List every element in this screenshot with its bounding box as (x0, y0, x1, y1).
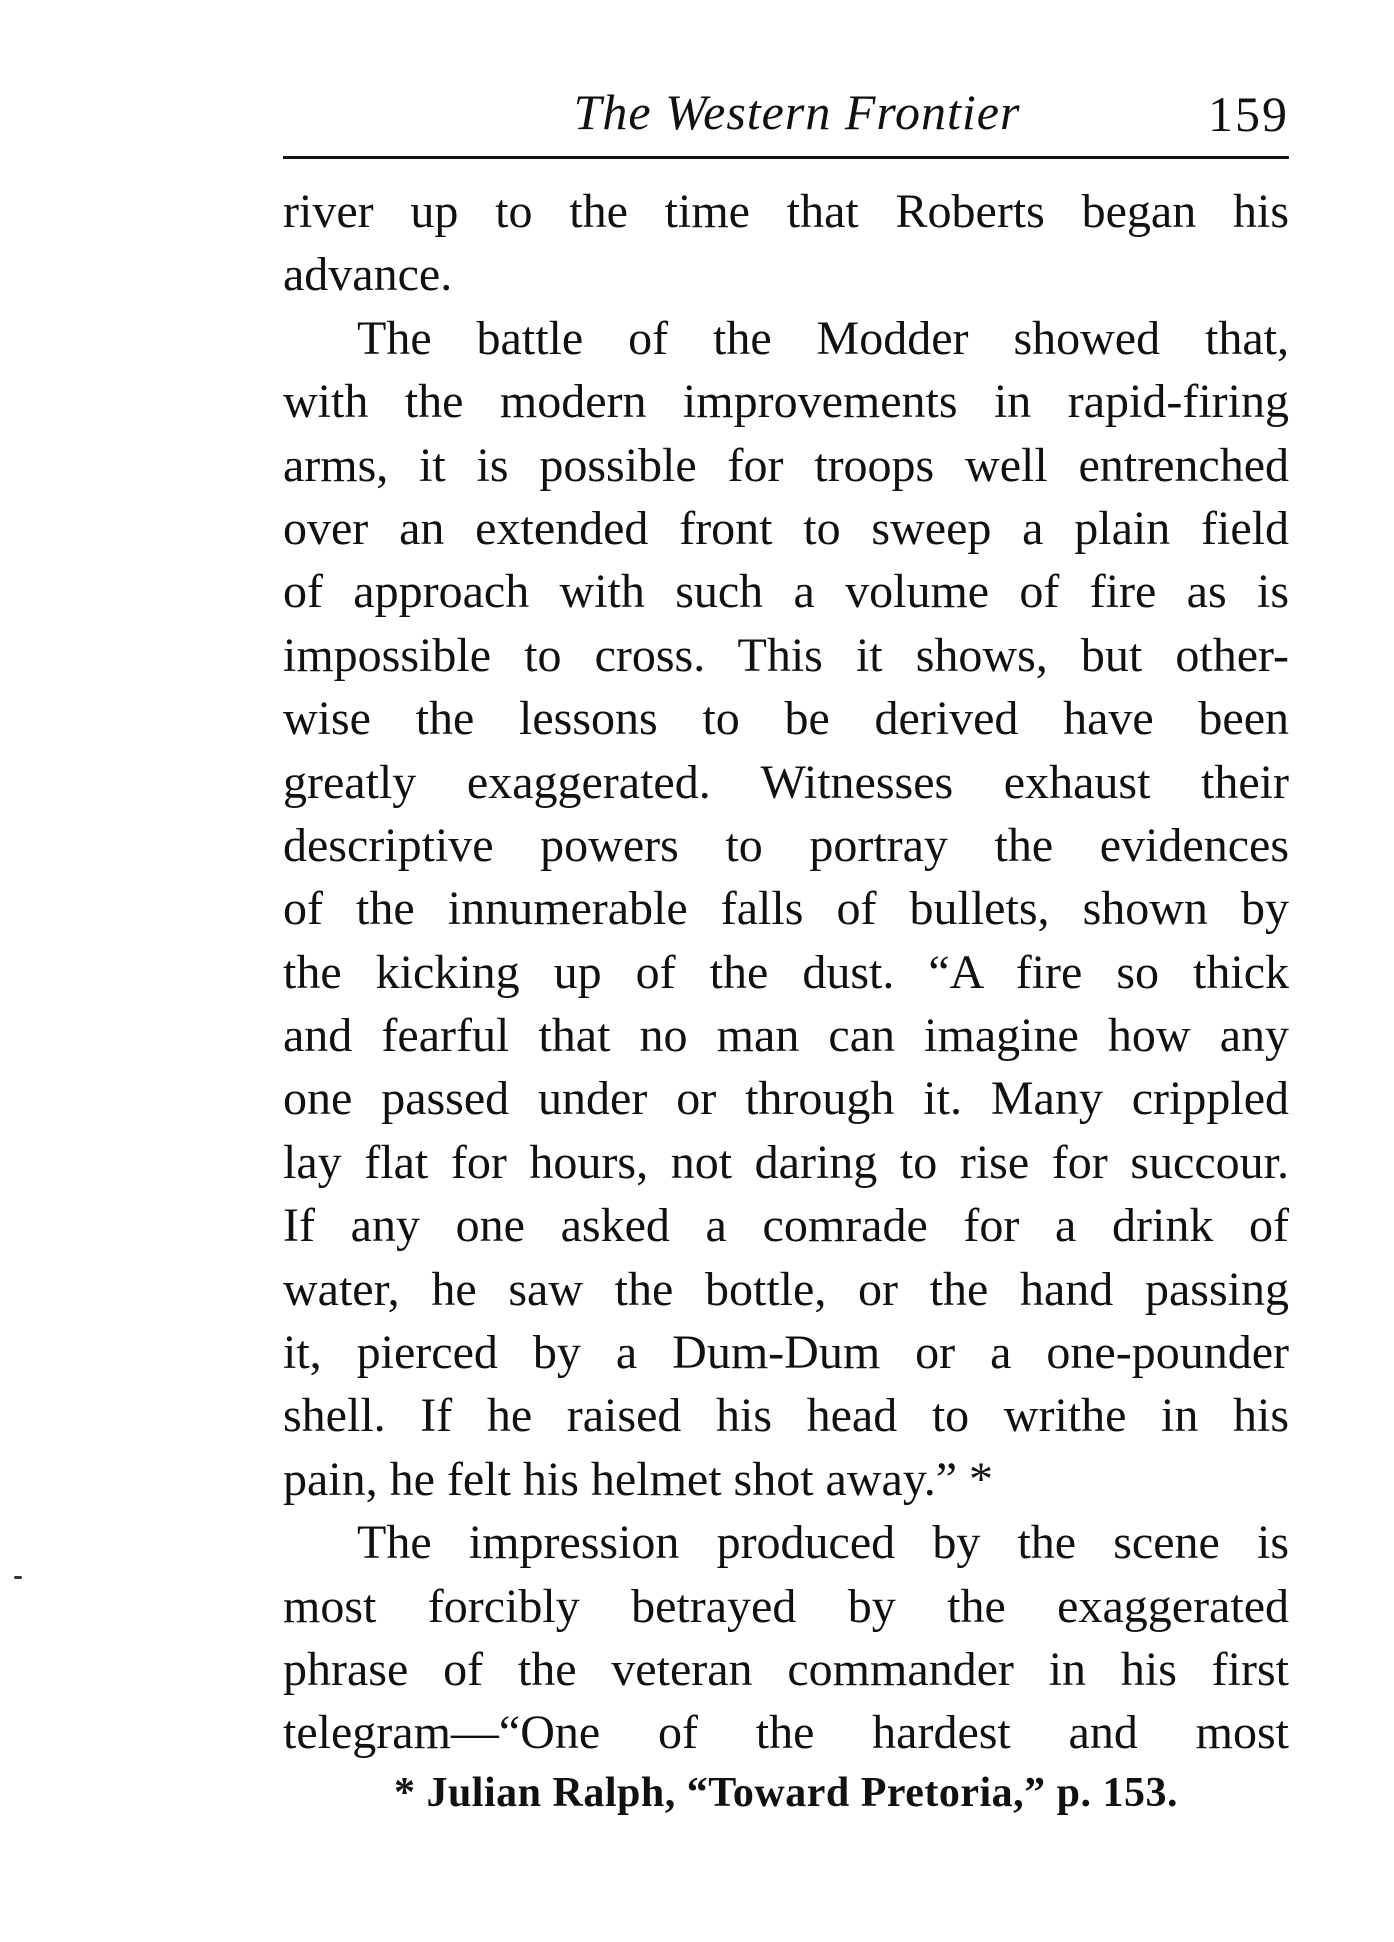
header-rule (283, 156, 1289, 159)
text-line: river up to the time that Roberts began his (283, 185, 1289, 238)
text-line: over an extended front to sweep a plain field (283, 501, 1289, 555)
running-head (283, 84, 1289, 144)
scan-speck (14, 1576, 22, 1579)
footnote: * Julian Ralph, “Toward Pretoria,” p. 153. (393, 1770, 1179, 1816)
text-line: pain, he felt his helmet shot away.” * (283, 1452, 994, 1506)
text-line: of the innumerable falls of bullets, shown by (283, 882, 1289, 936)
text-line: phrase of the veteran commander in his first (283, 1642, 1289, 1696)
body-text (283, 180, 1289, 1765)
text-line: greatly exaggerated. Witnesses exhaust their (283, 755, 1289, 809)
text-line: and fearful that no man can imagine how any (283, 1009, 1289, 1063)
text-line: descriptive powers to portray the evidences (283, 818, 1289, 872)
text-line: telegram—“One of the hardest and most (283, 1706, 1289, 1760)
text-line: water, he saw the bottle, or the hand passing (283, 1262, 1289, 1316)
text-line: The impression produced by the scene is (357, 1516, 1289, 1570)
text-line: of approach with such a volume of fire as is (283, 565, 1289, 619)
text-line: The battle of the Modder showed that, (357, 311, 1289, 365)
text-line: most forcibly betrayed by the exaggerated (283, 1579, 1289, 1633)
text-line: advance. (283, 248, 453, 302)
text-line: impossible to cross. This it shows, but other- (283, 628, 1289, 682)
running-title: The Western Frontier (573, 84, 1021, 140)
text-line: one passed under or through it. Many crippled (283, 1072, 1289, 1126)
text-line: the kicking up of the dust. “A fire so thick (283, 945, 1289, 999)
text-line: If any one asked a comrade for a drink of (283, 1199, 1289, 1253)
text-line: shell. If he raised his head to writhe in his (283, 1389, 1289, 1443)
text-line: wise the lessons to be derived have been (283, 692, 1289, 746)
text-line: it, pierced by a Dum-Dum or a one-pounder (283, 1326, 1289, 1380)
text-line: lay flat for hours, not daring to rise for succour. (283, 1135, 1289, 1189)
page-number: 159 (1208, 86, 1289, 142)
text-line: arms, it is possible for troops well entrenched (283, 438, 1289, 492)
text-line: with the modern improvements in rapid-firing (283, 375, 1289, 429)
